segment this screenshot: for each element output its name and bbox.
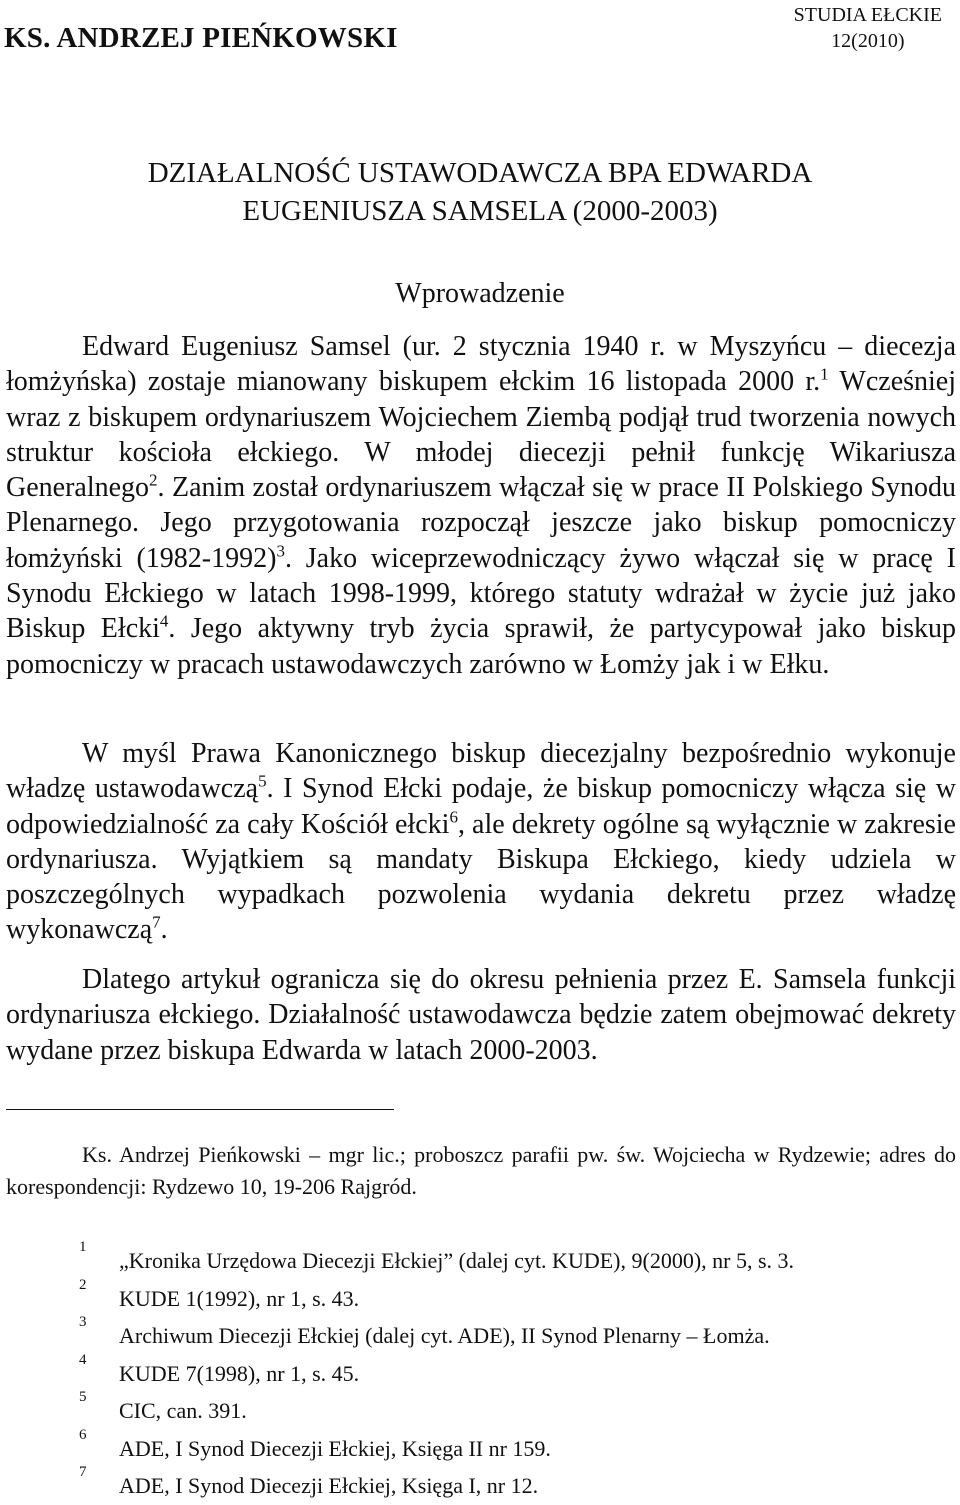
paragraph-text-run: . Zanim został ordynariuszem włączał się w prace II Polskiego Synodu Plenarnego. Jego przygotowania rozpoczął jeszcze jako biskup pomocniczy łomżyński (1982-1992) bbox=[6, 472, 956, 574]
footnote-reference: 4 bbox=[159, 612, 169, 632]
footnote-item bbox=[6, 1314, 956, 1355]
footnote-number: 3 bbox=[79, 1314, 87, 1330]
footnote-separator bbox=[6, 1109, 394, 1110]
paragraph-text-run: . Jego aktywny tryb życia sprawił, że partycypował jako biskup pomocniczy w pracach ustawodawczych zarówno w Łomży jak i w Ełku. bbox=[6, 613, 956, 680]
footnote-text: „Kronika Urzędowa Diecezji Ełckiej” (dalej cyt. KUDE), 9(2000), nr 5, s. 3. bbox=[119, 1248, 795, 1273]
footnote-reference: 7 bbox=[152, 913, 161, 933]
footnote-item bbox=[6, 1389, 956, 1430]
running-header-journal bbox=[794, 2, 942, 54]
paragraph-text-run: . Jako wiceprzewodniczący żywo włączał się w pracę I Synodu Ełckiego w latach 1998-1999, którego statuty wdrażał w życie już jako Biskup Ełcki bbox=[6, 542, 957, 645]
footnote-number: 2 bbox=[79, 1276, 87, 1293]
footnote-text: KUDE 1(1992), nr 1, s. 43. bbox=[119, 1285, 360, 1311]
footnote-item bbox=[6, 1351, 956, 1393]
paragraph-text-run: W myśl Prawa Kanonicznego biskup diecezjalny bezpośrednio wykonuje władzę ustawodawczą bbox=[6, 738, 956, 805]
running-header-author: KS. ANDRZEJ PIEŃKOWSKI bbox=[4, 22, 398, 54]
paragraph-text-run: Wcześniej wraz z biskupem ordynariuszem Wojciechem Ziembą podjął trud tworzenia nowych struktur kościoła ełckiego. W młodej diecezji pełnił funkcję Wikariusza Generalnego bbox=[6, 366, 957, 504]
footnote-reference: 1 bbox=[820, 364, 829, 384]
paragraph-text-run: , ale dekrety ogólne są wyłącznie w zakresie ordynariusza. Wyjątkiem są mandaty Biskupa Ełckiego, kiedy udziela w poszczególnych wypadkach pozwolenia wydania dekretu przez władzę wykonawczą bbox=[6, 808, 956, 946]
article-title bbox=[0, 154, 960, 230]
footnote-text: ADE, I Synod Diecezji Ełckiej, Księga I, nr 12. bbox=[119, 1473, 539, 1498]
body-paragraph-2 bbox=[6, 736, 956, 948]
footnote-item bbox=[6, 1239, 956, 1280]
footnote-number: 5 bbox=[79, 1389, 87, 1405]
footnote-text: ADE, I Synod Diecezji Ełckiej, Księga II nr 159. bbox=[119, 1435, 551, 1461]
paragraph-text-run: . I Synod Ełcki podaje, że biskup pomocniczy włącza się w odpowiedzialność za cały Kościół ełcki bbox=[6, 773, 956, 840]
footnote-item bbox=[6, 1276, 956, 1318]
journal-issue: 12(2010) bbox=[831, 30, 905, 52]
paragraph-text-run: Edward Eugeniusz Samsel (ur. 2 stycznia 1940 r. w Myszyńcu – diecezja łomżyńska) zostaje mianowany biskupem ełckim 16 listopada 2000 r. bbox=[6, 331, 956, 398]
paragraph-text-run: . bbox=[160, 914, 168, 946]
footnote-number: 4 bbox=[79, 1351, 87, 1368]
section-heading: Wprowadzenie bbox=[395, 278, 565, 309]
paragraph-text-run: Dlatego artykuł ogranicza się do okresu pełnienia przez E. Samsela funkcji ordynariusza ełckiego. Działalność ustawodawcza będzie zatem obejmować dekrety wydane przez biskupa Edwarda w latach 2000-2003. bbox=[6, 964, 956, 1066]
footnote-number: 7 bbox=[79, 1464, 87, 1480]
footnote-reference: 5 bbox=[258, 771, 267, 791]
footnote-reference: 6 bbox=[449, 807, 458, 827]
body-paragraph-1 bbox=[6, 329, 956, 682]
footnote-reference: 2 bbox=[149, 470, 158, 490]
article-title-line-2: EUGENIUSZA SAMSELA (2000-2003) bbox=[242, 195, 718, 227]
footnote-text: KUDE 7(1998), nr 1, s. 45. bbox=[119, 1360, 360, 1386]
footnote-list bbox=[6, 1239, 956, 1505]
article-title-line-1: DZIAŁALNOŚĆ USTAWODAWCZA BPA EDWARDA bbox=[147, 157, 813, 189]
footnote-item bbox=[6, 1426, 956, 1468]
footnote-text: Archiwum Diecezji Ełckiej (dalej cyt. ADE), II Synod Plenarny – Łomża. bbox=[119, 1323, 770, 1348]
author-affiliation-note: Ks. Andrzej Pieńkowski – mgr lic.; proboszcz parafii pw. św. Wojciecha w Rydzewie; adres do korespondencji: Rydzewo 10, 19-206 Rajgród. bbox=[6, 1142, 956, 1199]
footnote-number: 6 bbox=[79, 1426, 87, 1443]
footnote-number: 1 bbox=[79, 1239, 87, 1255]
journal-name: STUDIA EŁCKIE bbox=[793, 4, 942, 26]
footnote-text: CIC, can. 391. bbox=[119, 1398, 247, 1423]
body-paragraph-3 bbox=[6, 962, 956, 1068]
footnote-reference: 3 bbox=[276, 541, 285, 561]
footnote-item bbox=[6, 1464, 956, 1505]
